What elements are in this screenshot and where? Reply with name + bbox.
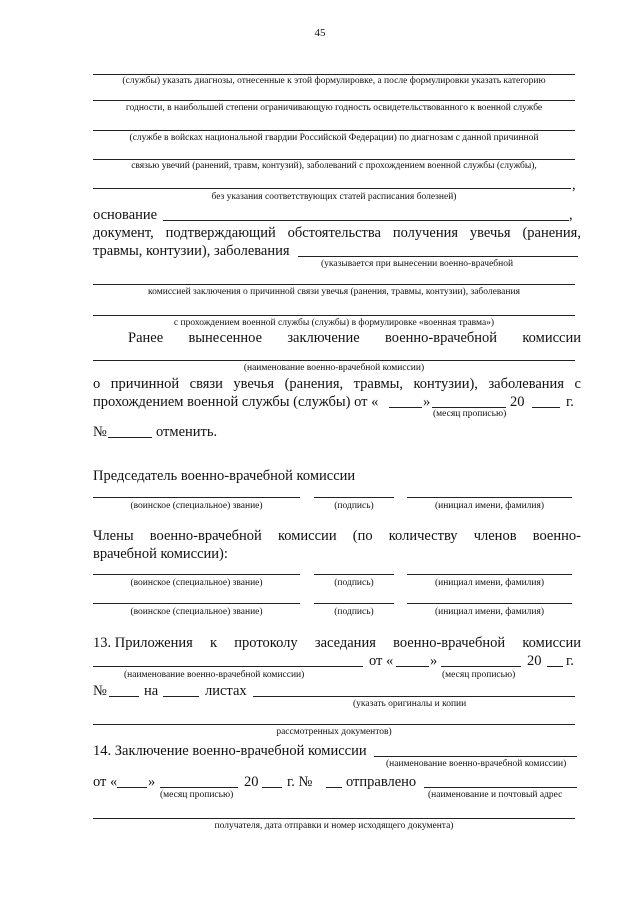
sec13-vvk-field[interactable] — [93, 666, 363, 667]
sec13-sheets-field[interactable] — [163, 696, 199, 697]
sec14-vvk-field[interactable] — [374, 756, 577, 757]
year-suffix: г. — [566, 394, 574, 410]
caption-3: (службе в войсках национальной гвардии Российской Федерации) по диагнозам с данной причинной — [129, 133, 539, 143]
vvk-name-field[interactable] — [93, 360, 575, 361]
caption-12: (месяц прописью) — [442, 670, 516, 680]
number-label: № — [93, 424, 107, 440]
members-title-2: врачебной комиссии): — [93, 546, 228, 562]
sec14-day-field[interactable] — [117, 787, 147, 788]
sec13-day-field[interactable] — [396, 666, 429, 667]
rank-caption: (воинское (специальное) звание) — [130, 578, 263, 588]
osnovanie-field[interactable] — [163, 220, 569, 221]
sec14-title: 14. Заключение военно-врачебной комиссии — [93, 743, 367, 759]
doc-line: документ, подтверждающий обстоятельства получения увечья (ранения, — [93, 225, 581, 241]
caption-13: (указать оригиналы и копии — [353, 699, 467, 709]
travmy-text: травмы, контузии), заболевания — [93, 243, 290, 259]
member1-name-field[interactable] — [407, 574, 572, 575]
chairman-title: Председатель военно-врачебной комиссии — [93, 468, 356, 484]
sec13-title: 13. Приложения к протоколу заседания военно-врачебной комиссии — [93, 635, 581, 651]
name-caption: (инициал имени, фамилия) — [434, 501, 545, 511]
sign-caption: (подпись) — [334, 578, 374, 588]
name-caption: (инициал имени, фамилия) — [434, 607, 545, 617]
sec14-month-field[interactable] — [160, 787, 238, 788]
year-field[interactable] — [532, 407, 560, 408]
sec14-recipient-field[interactable] — [424, 787, 577, 788]
rank-caption: (воинское (специальное) звание) — [130, 607, 263, 617]
sec14-otpravleno: отправлено — [346, 774, 417, 790]
blank-line — [93, 100, 575, 101]
ranee-line: Ранее вынесенное заключение военно-врачебной комиссии — [128, 330, 581, 346]
caption-2: годности, в наибольшей степени ограничивающую годность освидетельствованного к военной службе — [125, 103, 543, 113]
blank-line — [93, 188, 571, 189]
sec14-close: » — [148, 774, 156, 790]
osnovanie-label: основание — [93, 207, 158, 223]
sec13-month-field[interactable] — [441, 666, 521, 667]
chairman-rank-field[interactable] — [93, 497, 300, 498]
blank-line — [93, 130, 575, 131]
members-title: Члены военно-врачебной комиссии (по количеству членов военно- — [93, 528, 581, 544]
caption-18: получателя, дата отправки и номер исходящего документа) — [214, 821, 454, 831]
caption-10: (месяц прописью) — [433, 409, 507, 419]
year-prefix: 20 — [510, 394, 525, 410]
sec14-ot: от « — [93, 774, 118, 790]
o-prichinnoy-line: о причинной связи увечья (ранения, травмы, контузии), заболевания с — [93, 376, 581, 392]
member1-rank-field[interactable] — [93, 574, 300, 575]
sec13-y20: 20 — [527, 653, 542, 669]
caption-15: (наименование военно-врачебной комиссии) — [386, 759, 567, 769]
chairman-name-field[interactable] — [407, 497, 572, 498]
blank-line[interactable] — [93, 284, 575, 285]
member2-rank-field[interactable] — [93, 603, 300, 604]
sec13-no: № — [93, 683, 107, 699]
quote-close: » — [423, 394, 431, 410]
prohozhdeniem-text: прохождением военной службы (службы) от « — [93, 394, 379, 410]
sec14-year-field[interactable] — [262, 787, 282, 788]
zabolevaniya-field[interactable] — [298, 256, 578, 257]
sec13-na: на — [144, 683, 159, 699]
sec14-g: г. № — [287, 774, 313, 790]
caption-9: (наименование военно-врачебной комиссии) — [243, 363, 425, 373]
member2-name-field[interactable] — [407, 603, 572, 604]
caption-16: (месяц прописью) — [160, 790, 234, 800]
sec13-year-field[interactable] — [547, 666, 563, 667]
caption-14: рассмотренных документов) — [276, 727, 392, 737]
name-caption: (инициал имени, фамилия) — [434, 578, 545, 588]
day-field[interactable] — [389, 407, 422, 408]
page-number: 45 — [314, 27, 326, 39]
caption-1: (службы) указать диагнозы, отнесенные к этой формулировке, а после формулировки указать категорию — [122, 76, 546, 86]
sign-caption: (подпись) — [334, 607, 374, 617]
blank-line[interactable] — [93, 724, 575, 725]
caption-6: (указывается при вынесении военно-врачебной — [321, 259, 514, 269]
caption-17: (наименование и почтовый адрес — [428, 790, 563, 800]
rank-caption: (воинское (специальное) звание) — [130, 501, 263, 511]
otmenit-text: отменить. — [156, 424, 218, 440]
caption-4: связью увечий (ранений, травм, контузий), заболеваний с прохождением военной службы (службы), — [131, 161, 537, 171]
sec14-number-field[interactable] — [326, 787, 342, 788]
blank-line[interactable] — [93, 818, 575, 819]
number-field[interactable] — [108, 437, 152, 438]
month-field[interactable] — [432, 407, 506, 408]
blank-line — [93, 74, 575, 75]
sec13-g: г. — [566, 653, 574, 669]
caption-7: комиссией заключения о причинной связи увечья (ранения, травмы, контузии), заболевания — [148, 287, 520, 297]
caption-8: с прохождением военной службы (службы) в формулировке «военная травма») — [173, 318, 495, 328]
caption-11: (наименование военно-врачебной комиссии) — [124, 670, 305, 680]
sec13-listah: листах — [205, 683, 247, 699]
member1-sign-field[interactable] — [314, 574, 394, 575]
sec13-close: » — [430, 653, 438, 669]
comma: , — [569, 207, 573, 223]
caption-5: без указания соответствующих статей расписания болезней) — [211, 192, 457, 202]
member2-sign-field[interactable] — [314, 603, 394, 604]
sec13-ot: от « — [369, 653, 394, 669]
blank-line[interactable] — [93, 315, 575, 316]
sign-caption: (подпись) — [334, 501, 374, 511]
blank-line — [93, 159, 575, 160]
chairman-sign-field[interactable] — [314, 497, 394, 498]
comma: , — [572, 177, 576, 193]
sec13-docs-field[interactable] — [253, 696, 575, 697]
sec13-number-field[interactable] — [109, 696, 139, 697]
sec14-y20: 20 — [244, 774, 259, 790]
